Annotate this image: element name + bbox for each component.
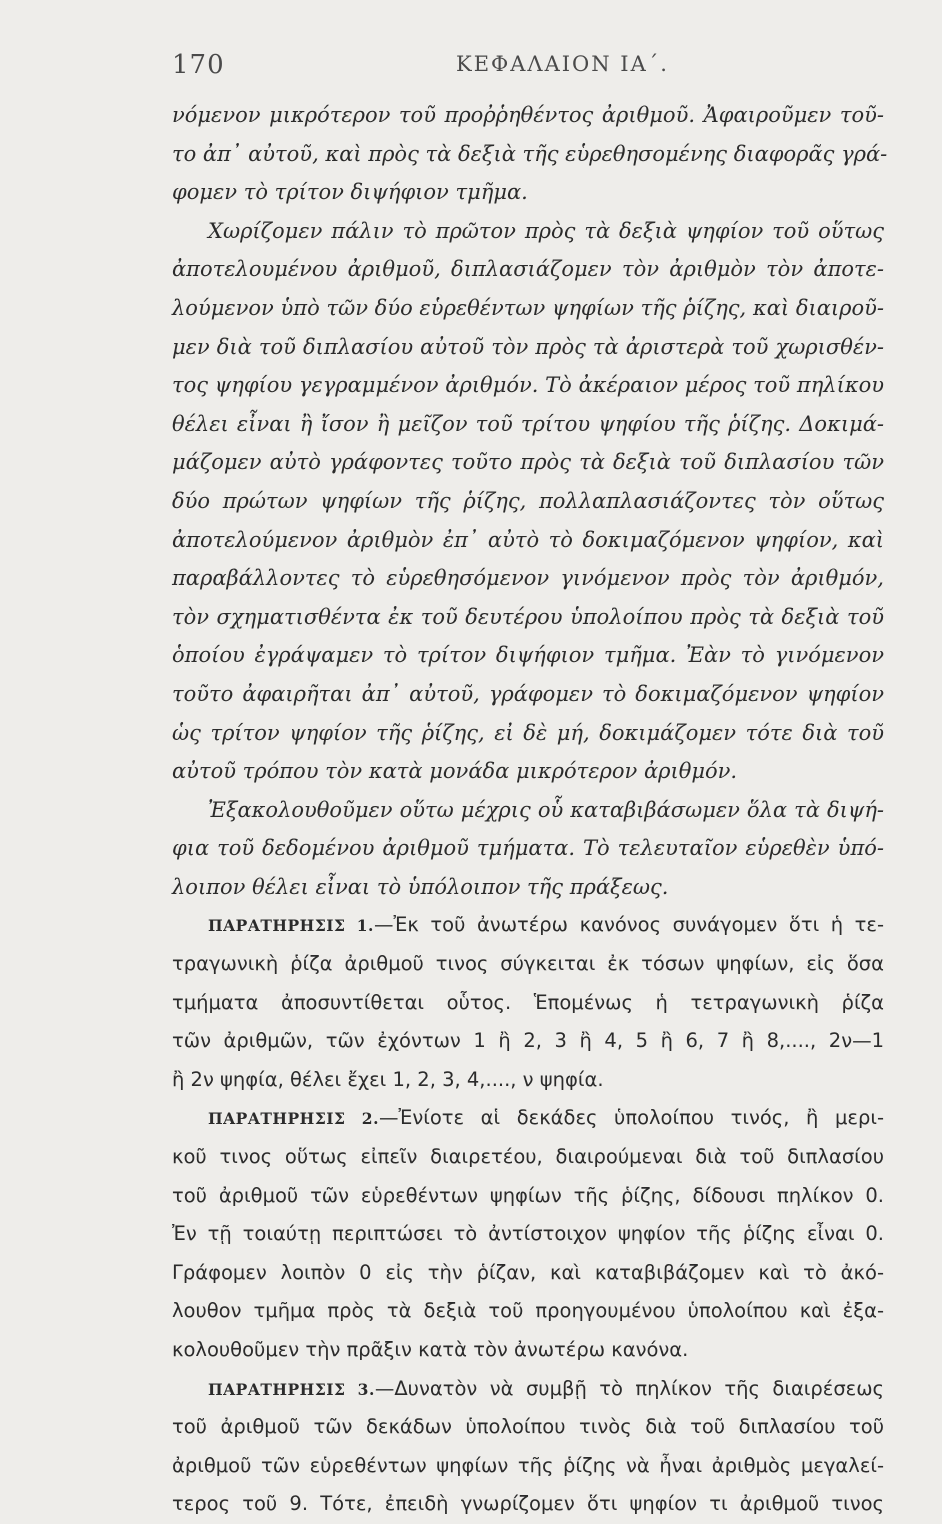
text-line: ἢ 2ν ψηφία, θέλει ἔχει 1, 2, 3, 4,...., ν ψηφία. [172, 1067, 604, 1091]
text-line: τερος τοῦ 9. Τότε, ἐπειδὴ γνωρίζομεν ὅτι ψηφίον τι ἀριθμοῦ τινος [172, 1492, 884, 1516]
text-line: κολουθοῦμεν τὴν πρᾶξιν κατὰ τὸν ἀνωτέρω κανόνα. [172, 1338, 689, 1361]
text-line: τραγωνικὴ ῥίζα ἀριθμοῦ τινος σύγκειται ἐκ τόσων ψηφίων, εἰς ὅσα [172, 952, 884, 976]
body-text [172, 96, 888, 1524]
remark-text: —Ἐκ τοῦ ἀνωτέρω κανόνος συνάγομεν ὅτι ἡ τε- [373, 913, 885, 937]
text-line: λοιπον θέλει εἶναι τὸ ὑπόλοιπον τῆς πράξεως. [172, 874, 669, 899]
remark-label: ΠΑΡΑΤΗΡΗΣΙΣ 1. [208, 916, 374, 936]
text-line: ὁποίου ἐγράψαμεν τὸ τρίτον διψήφιον τμῆμα. Ἐὰν τὸ γινόμενον [172, 643, 884, 668]
text-line: Ἐν τῇ τοιαύτῃ περιπτώσει τὸ ἀντίστοιχον ψηφίον τῆς ῥίζης εἶναι 0. [172, 1222, 884, 1246]
remark-first-line [172, 1099, 884, 1138]
remark-first-line [172, 1370, 884, 1409]
remark-1 [172, 906, 884, 1099]
text-line: ἀποτελουμένου ἀριθμοῦ, διπλασιάζομεν τὸν ἀριθμὸν τὸν ἀποτε- [172, 257, 884, 282]
text-line: δύο πρώτων ψηφίων τῆς ῥίζης, πολλαπλασιάζοντες τὸν οὕτως [172, 488, 884, 513]
page-header [0, 50, 942, 90]
text-line: μάζομεν αὐτὸ γράφοντες τοῦτο πρὸς τὰ δεξιὰ τοῦ διπλασίου τῶν [172, 450, 884, 475]
text-line: Χωρίζομεν πάλιν τὸ πρῶτον πρὸς τὰ δεξιὰ ψηφίον τοῦ οὕτως [208, 218, 884, 243]
running-head: ΚΕΦΑΛΑΙΟΝ ΙΑ΄. [456, 52, 669, 76]
text-line: Ἐξακολουθοῦμεν οὕτω μέχρις οὗ καταβιβάσωμεν ὅλα τὰ διψή- [208, 797, 884, 822]
text-line: τοῦ ἀριθμοῦ τῶν εὑρεθέντων ψηφίων τῆς ῥίζης, δίδουσι πηλίκον 0. [172, 1183, 884, 1207]
page-number: 170 [172, 50, 225, 80]
rule-paragraphs [172, 96, 888, 906]
text-line: το ἀπ᾽ αὐτοῦ, καὶ πρὸς τὰ δεξιὰ τῆς εὑρεθησομένης διαφορᾶς γρά- [172, 141, 888, 166]
remark-label: ΠΑΡΑΤΗΡΗΣΙΣ 3. [208, 1379, 375, 1399]
remark-label: ΠΑΡΑΤΗΡΗΣΙΣ 2. [208, 1109, 379, 1129]
text-line: ὡς τρίτον ψηφίον τῆς ῥίζης, εἰ δὲ μή, δοκιμάζομεν τότε διὰ τοῦ [172, 720, 884, 745]
remark-text: —Δυνατὸν νὰ συμβῇ τὸ πηλίκον τῆς διαιρέσεως [374, 1376, 884, 1400]
text-line: τῶν ἀριθμῶν, τῶν ἐχόντων 1 ἢ 2, 3 ἢ 4, 5 ἢ 6, 7 ἢ 8,...., 2ν—1 [172, 1029, 884, 1053]
remark-text: —Ἐνίοτε αἱ δεκάδες ὑπολοίπου τινός, ἢ μερι- [378, 1106, 884, 1130]
text-line: μεν διὰ τοῦ διπλασίου αὐτοῦ τὸν πρὸς τὰ ἀριστερὰ τοῦ χωρισθέν- [172, 334, 884, 359]
text-line: φια τοῦ δεδομένου ἀριθμοῦ τμήματα. Τὸ τελευταῖον εὑρεθὲν ὑπό- [172, 836, 884, 861]
text-line: ἀποτελούμενον ἀριθμὸν ἐπ᾽ αὐτὸ τὸ δοκιμαζόμενον ψηφίον, καὶ [172, 527, 884, 552]
text-line: θέλει εἶναι ἢ ἴσον ἢ μεῖζον τοῦ τρίτου ψηφίου τῆς ῥίζης. Δοκιμά- [172, 411, 884, 436]
text-line: τος ψηφίου γεγραμμένον ἀριθμόν. Τὸ ἀκέραιον μέρος τοῦ πηλίκου [172, 373, 884, 398]
text-line: παραβάλλοντες τὸ εὑρεθησόμενον γινόμενον πρὸς τὸν ἀριθμόν, [172, 566, 884, 591]
text-line: Γράφομεν λοιπὸν 0 εἰς τὴν ῥίζαν, καὶ καταβιβάζομεν καὶ τὸ ἀκό- [172, 1260, 884, 1284]
text-line: φομεν τὸ τρίτον διψήφιον τμῆμα. [172, 180, 528, 205]
text-line: τὸν σχηματισθέντα ἐκ τοῦ δευτέρου ὑπολοίπου πρὸς τὰ δεξιὰ τοῦ [172, 604, 884, 629]
text-line: τοῦτο ἀφαιρῆται ἀπ᾽ αὐτοῦ, γράφομεν τὸ δοκιμαζόμενον ψηφίον [172, 681, 884, 706]
remark-2 [172, 1099, 884, 1369]
text-line: κοῦ τινος οὕτως εἰπεῖν διαιρετέου, διαιρούμεναι διὰ τοῦ διπλασίου [172, 1145, 884, 1169]
remark-3 [172, 1370, 884, 1524]
remark-first-line [172, 906, 884, 945]
text-line: τοῦ ἀριθμοῦ τῶν δεκάδων ὑπολοίπου τινὸς διὰ τοῦ διπλασίου τοῦ [172, 1415, 884, 1439]
text-line: τμήματα ἀποσυντίθεται οὗτος. Ἑπομένως ἡ τετραγωνικὴ ῥίζα [172, 990, 884, 1014]
text-line: νόμενον μικρότερον τοῦ προῤῥηθέντος ἀριθμοῦ. Ἀφαιροῦμεν τοῦ- [172, 103, 884, 127]
text-line: αὐτοῦ τρόπου τὸν κατὰ μονάδα μικρότερον ἀριθμόν. [172, 759, 738, 784]
text-line: ἀριθμοῦ τῶν εὑρεθέντων ψηφίων τῆς ῥίζης νὰ ἦναι ἀριθμὸς μεγαλεί- [172, 1453, 884, 1477]
text-line: λουθον τμῆμα πρὸς τὰ δεξιὰ τοῦ προηγουμένου ὑπολοίπου καὶ ἐξα- [172, 1299, 884, 1323]
text-line: λούμενον ὑπὸ τῶν δύο εὑρεθέντων ψηφίων τῆς ῥίζης, καὶ διαιροῦ- [172, 295, 884, 320]
